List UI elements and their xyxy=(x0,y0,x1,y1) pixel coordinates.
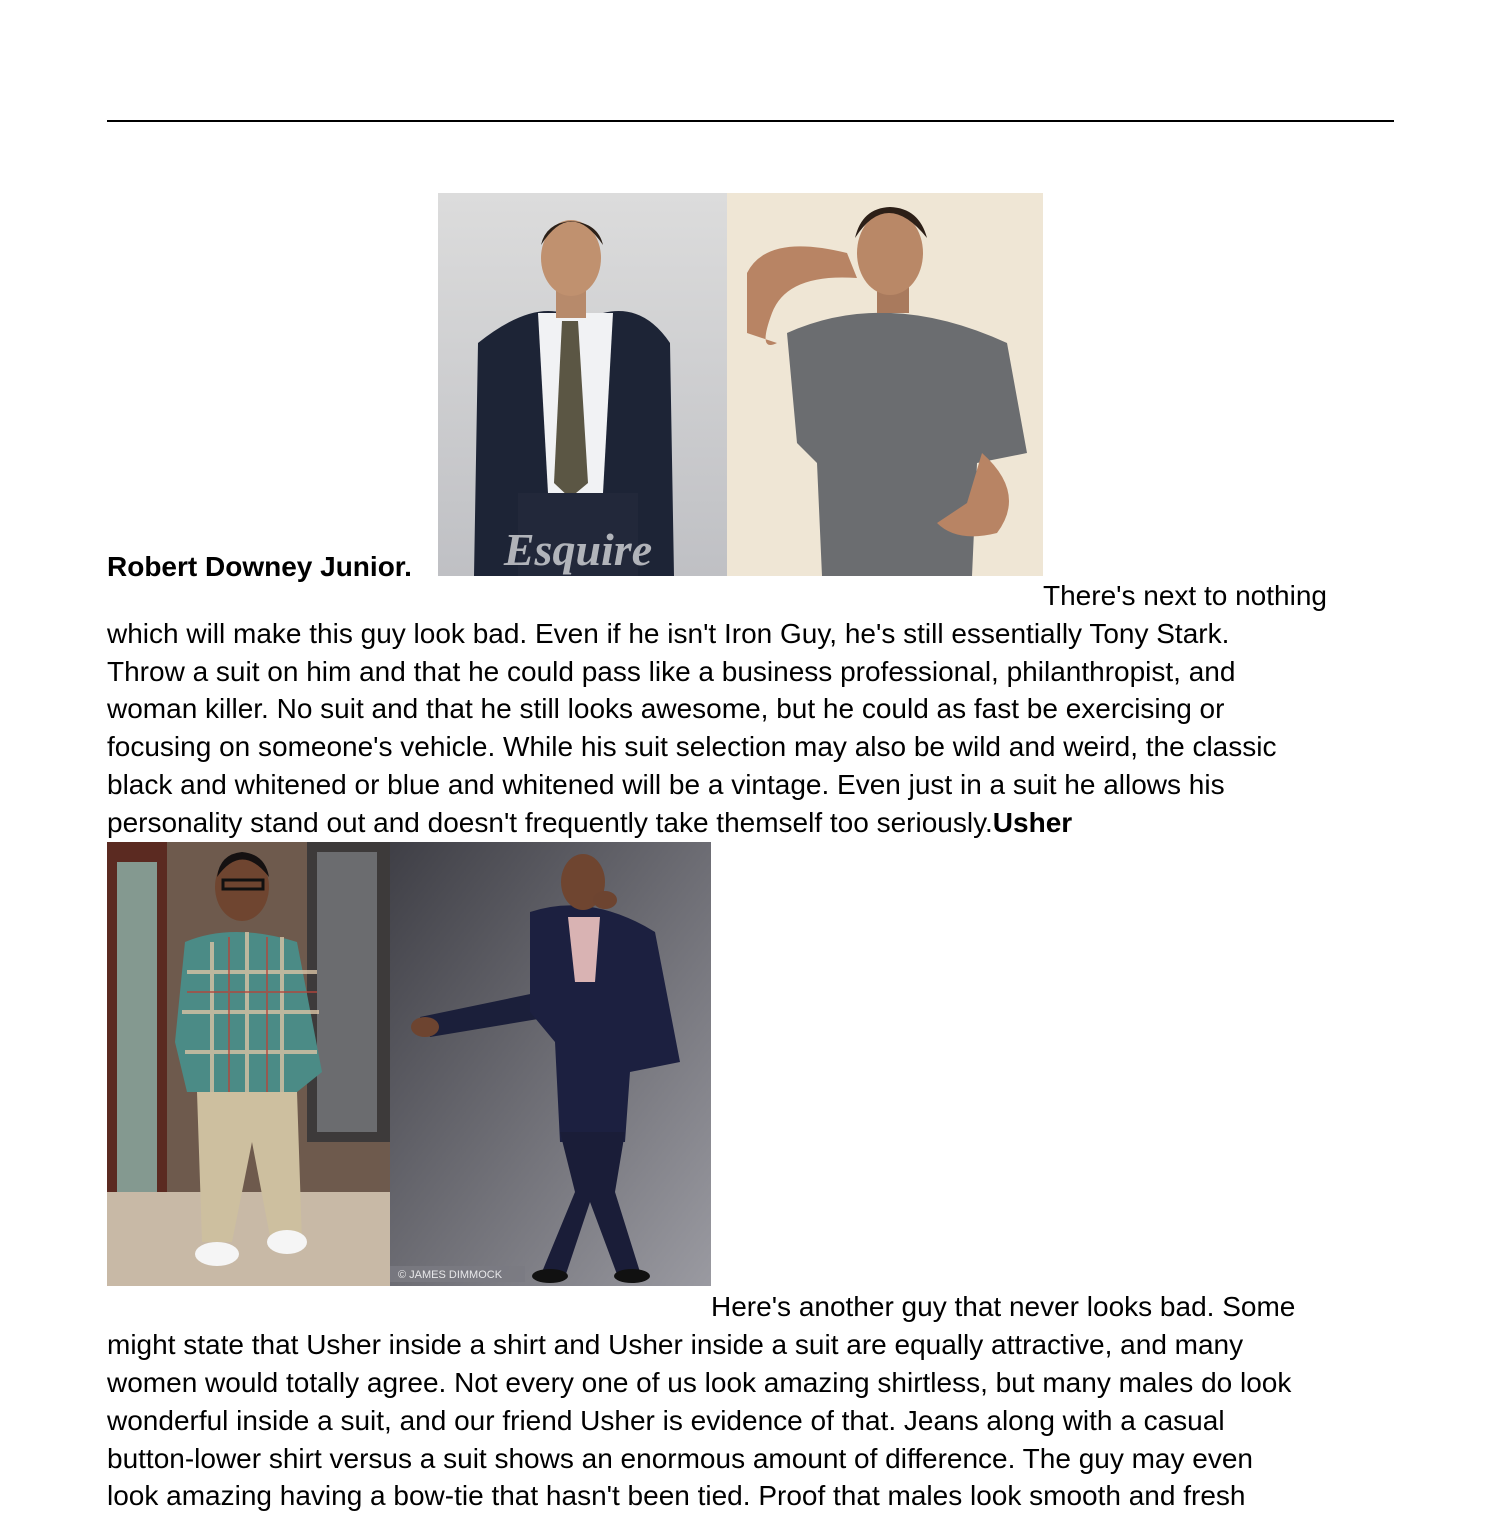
usher-body-line-4: wonderful inside a suit, and our friend Usher is evidence of that. Jeans along with a casual xyxy=(107,1405,1225,1436)
esquire-watermark: Esquire xyxy=(503,524,653,575)
rdj-photo-suit xyxy=(438,193,727,576)
rdj-body-line-7-text: personality stand out and doesn't frequently take themself too seriously. xyxy=(107,807,993,838)
rdj-body-line-4: woman killer. No suit and that he still looks awesome, but he could as fast be exercising or xyxy=(107,693,1225,724)
usher-body-line-5: button-lower shirt versus a suit shows an enormous amount of difference. The guy may even xyxy=(107,1443,1254,1474)
rdj-body-line-5: focusing on someone's vehicle. While his suit selection may also be wild and weird, the classic xyxy=(107,731,1277,762)
rdj-body-line-7 xyxy=(107,804,1072,842)
rdj-heading: Robert Downey Junior. xyxy=(107,551,412,582)
photo-credit: © JAMES DIMMOCK xyxy=(398,1269,503,1281)
rdj-body-line-2: which will make this guy look bad. Even if he isn't Iron Guy, he's still essentially Tony Stark. xyxy=(107,618,1230,649)
rdj-photo-tshirt xyxy=(727,193,1043,576)
usher-body-line-6: look amazing having a bow-tie that hasn't been tied. Proof that males look smooth and fresh xyxy=(107,1480,1246,1511)
usher-body-line-2: might state that Usher inside a shirt and Usher inside a suit are equally attractive, and many xyxy=(107,1329,1244,1360)
rdj-body-line-6: black and whitened or blue and whitened will be a vintage. Even just in a suit he allows his xyxy=(107,769,1225,800)
usher-heading: Usher xyxy=(992,807,1073,838)
rdj-body-line-1: There's next to nothing xyxy=(1043,580,1327,611)
usher-photo-casual xyxy=(107,842,390,1286)
rdj-body-line-3: Throw a suit on him and that he could pass like a business professional, philanthropist, and xyxy=(107,656,1236,687)
usher-photo-suit xyxy=(390,842,711,1286)
usher-body-line-1: Here's another guy that never looks bad. Some xyxy=(711,1291,1296,1322)
header-rule xyxy=(107,120,1394,122)
usher-body-line-3: women would totally agree. Not every one of us look amazing shirtless, but many males do look xyxy=(107,1367,1292,1398)
